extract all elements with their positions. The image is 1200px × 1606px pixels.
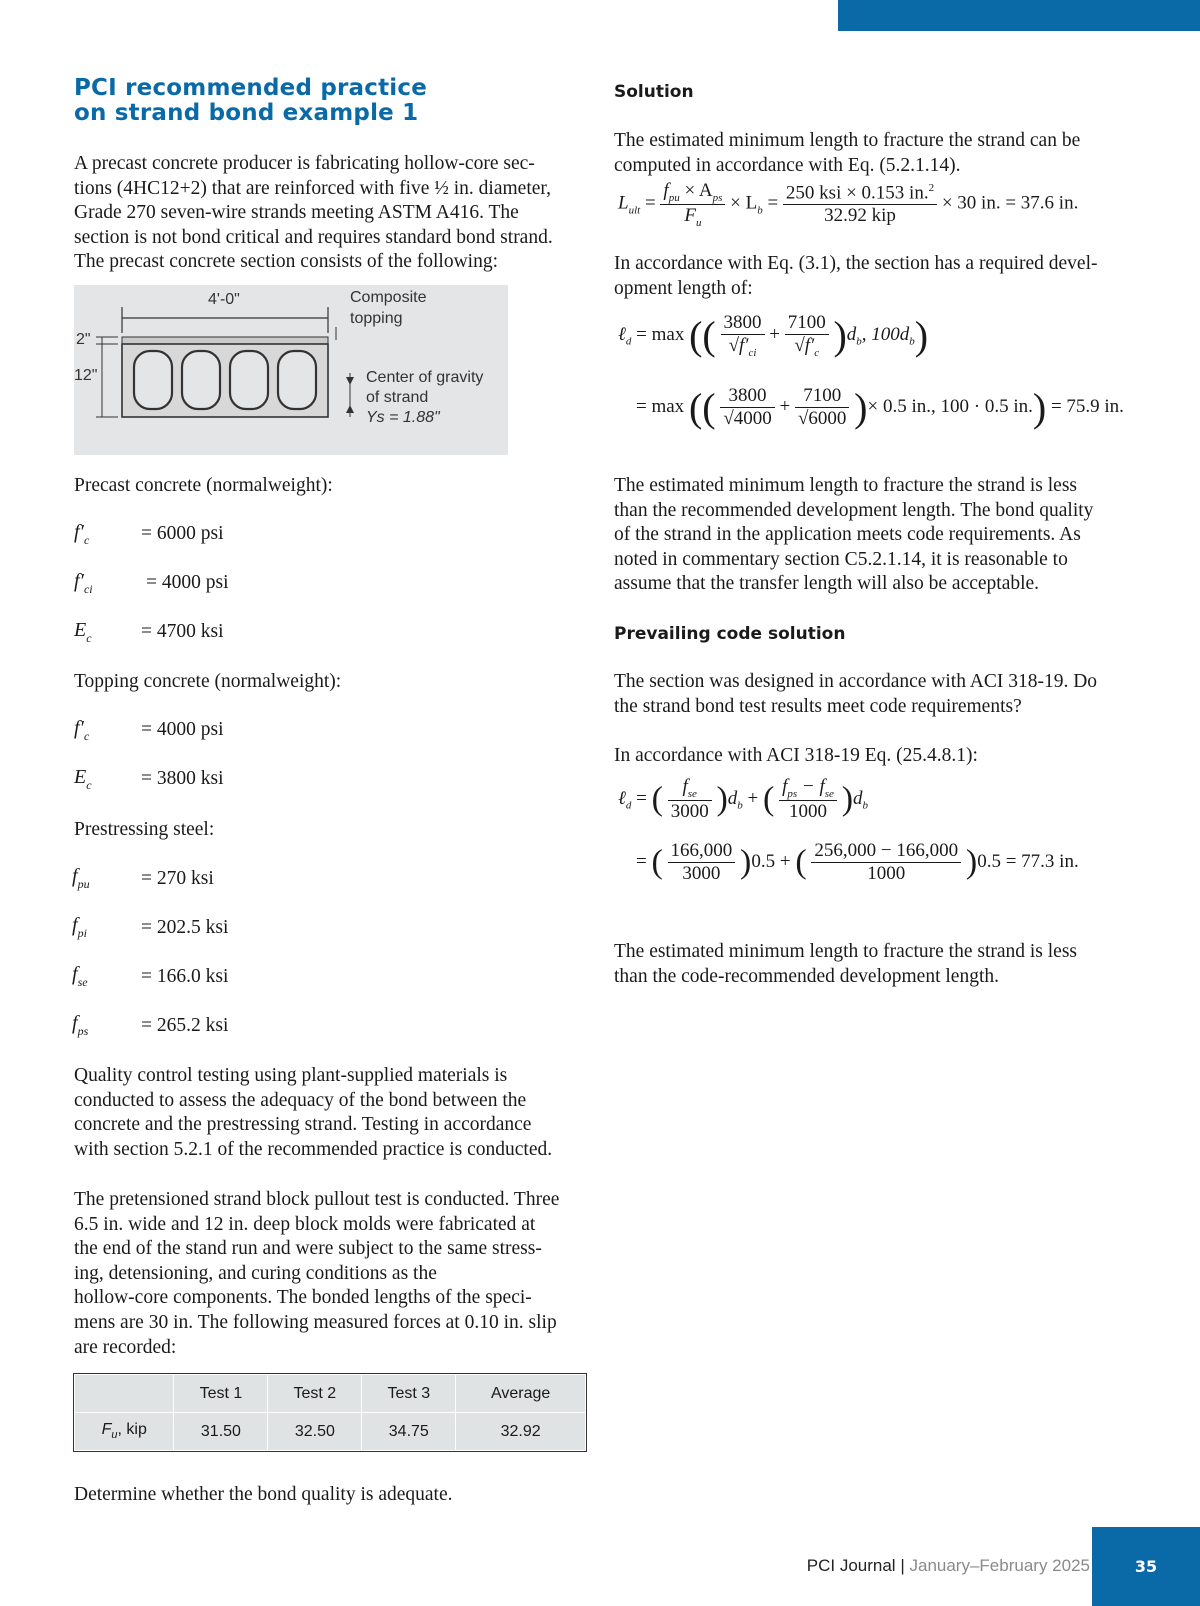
val-ec: = 4700 ksi bbox=[141, 621, 224, 642]
table-cell: 32.50 bbox=[268, 1413, 362, 1451]
intro-line: The precast concrete section consists of the following: bbox=[74, 251, 498, 273]
eq2-fraction-1: $\frac{3800}{√f'_{ci}}$ bbox=[721, 312, 765, 359]
topping-label: Composite bbox=[350, 289, 427, 306]
intro-paragraph bbox=[74, 152, 553, 275]
var-fps: $f_{ps}$ bbox=[72, 1012, 89, 1038]
eq3-fraction-2: $\frac{f_{ps} - f_{se}}{1000}$ bbox=[779, 776, 837, 823]
val-fci: = 4000 psi bbox=[146, 572, 229, 593]
hollow-core-section-figure bbox=[74, 285, 508, 455]
table-header-cell: Test 2 bbox=[268, 1375, 362, 1413]
width-dimension-label: 4'-0" bbox=[208, 291, 240, 308]
var-ec-topping: $E_c$ bbox=[74, 766, 92, 792]
page-number: 35 bbox=[1092, 1527, 1200, 1606]
page-footer bbox=[700, 1556, 1090, 1576]
val-fpi: = 202.5 ksi bbox=[141, 917, 229, 938]
cg-label: Center of gravity bbox=[366, 369, 484, 386]
intro-line: tions (4HC12+2) that are reinforced with five ½ in. diameter, bbox=[74, 177, 551, 199]
title-line-1: PCI recommended practice bbox=[74, 75, 427, 101]
eq3-fraction-1: $\frac{f_{se}}{3000}$ bbox=[668, 776, 712, 823]
eq2-fraction-4: $\frac{7100}{√6000}$ bbox=[795, 385, 849, 430]
topping-heading: Topping concrete (normalweight): bbox=[74, 671, 342, 692]
qc-paragraph: Quality control testing using plant-supplied materials is conducted to assess the adequacy of the bond between the concrete and the prestressing strand. Testing in accordance with section 5.2.1 of the recommended practice is conducted. bbox=[74, 1065, 553, 1160]
cg-label-2: of strand bbox=[366, 389, 429, 406]
determine-sentence: Determine whether the bond quality is adequate. bbox=[74, 1484, 453, 1505]
var-ec: $E_c$ bbox=[74, 619, 92, 645]
solution-heading: Solution bbox=[614, 82, 694, 102]
table-row bbox=[75, 1413, 586, 1451]
solution-paragraph-1: The estimated minimum length to fracture the strand can be computed in accordance with Eq. (5.2.1.14). bbox=[614, 130, 1081, 176]
intro-line: Grade 270 seven-wire strands meeting ASTM A416. The bbox=[74, 202, 519, 224]
footer-separator: | bbox=[900, 1556, 905, 1575]
equation-ld-max: ℓ$_d$ = max (( $\frac{3800}{√f'_{ci}}$ + $\frac{7100}{√f'_c}$ )$d_b$, $100d_b$) bbox=[618, 312, 929, 359]
issue-date: January–February 2025 bbox=[909, 1556, 1090, 1575]
equation-aci-numeric: = ( $\frac{166,000}{3000}$ )0.5 + ( $\frac{256,000 - 166,000}{1000}$ )0.5 = 77.3 in. bbox=[636, 840, 1079, 884]
dim-12in-label: 12" bbox=[74, 367, 98, 384]
val-fc: = 6000 psi bbox=[141, 523, 224, 544]
table-header-cell: Test 1 bbox=[174, 1375, 268, 1413]
eq3-fraction-4: $\frac{256,000 - 166,000}{1000}$ bbox=[811, 840, 961, 885]
equation-aci-ld: ℓ$_d$ = ( $\frac{f_{se}}{3000}$ )$d_b$ + ( $\frac{f_{ps} - f_{se}}{1000}$ )$d_b$ bbox=[618, 776, 869, 822]
table-header-cell bbox=[75, 1375, 174, 1413]
var-fpi: $f_{pi}$ bbox=[72, 914, 87, 940]
top-accent-bar bbox=[838, 0, 1200, 31]
val-fse: = 166.0 ksi bbox=[141, 966, 229, 987]
eq1-fraction-2: $\frac{250 ksi \times 0.153 in.^2}{\text{32.92 kip}}$ bbox=[783, 182, 937, 227]
pullout-results-table bbox=[74, 1374, 586, 1451]
intro-line: A precast concrete producer is fabricating hollow-core sec- bbox=[74, 153, 535, 174]
var-fci: $f'_{ci}$ bbox=[74, 570, 93, 596]
val-fc-topping: = 4000 psi bbox=[141, 719, 224, 740]
intro-line: section is not bond critical and requires standard bond strand. bbox=[74, 226, 553, 248]
topping-label-2: topping bbox=[350, 310, 403, 327]
table-header-cell: Average bbox=[456, 1375, 586, 1413]
solution-paragraph-2: In accordance with Eq. (3.1), the section has a required devel- opment length of: bbox=[614, 253, 1098, 299]
solution-paragraph-3: The estimated minimum length to fracture the strand is less than the recommended development length. The bond quality of the strand in the application meets code requirements. As noted in commentary section C5.2.1.14, it is reasonable to assume that the transfer length will also be acceptable. bbox=[614, 475, 1094, 595]
prevailing-code-heading: Prevailing code solution bbox=[614, 624, 846, 644]
eq3-fraction-3: $\frac{166,000}{3000}$ bbox=[668, 840, 736, 885]
var-fse: $f_{se}$ bbox=[72, 963, 88, 989]
prevailing-paragraph-3: The estimated minimum length to fracture the strand is less than the code-recommended development length. bbox=[614, 941, 1078, 987]
val-ec-topping: = 3800 ksi bbox=[141, 768, 224, 789]
table-row-label: $F_u$, kip bbox=[75, 1413, 174, 1451]
pullout-paragraph: The pretensioned strand block pullout test is conducted. Three 6.5 in. wide and 12 in. deep block molds were fabricated at the end of the stand run and were subject to the same stress- ing, detensioning, and curing conditions as the hollow-core components. The bonded lengths of the speci- mens are 30 in. The following measured forces at 0.10 in. slip are recorded: bbox=[74, 1189, 560, 1358]
ys-label: Ys = 1.88" bbox=[366, 409, 440, 426]
var-fc: $f'_c$ bbox=[74, 521, 90, 547]
eq1-fraction-1: $\frac{f_{pu} \times A_{ps}}{F_u}$ bbox=[660, 180, 725, 229]
equation-ld-numeric: = max (( $\frac{3800}{√4000}$ + $\frac{7100}{√6000}$ )× 0.5 in., 100 · 0.5 in.) = 75.9 in. bbox=[636, 385, 1124, 430]
var-fpu: $f_{pu}$ bbox=[72, 865, 90, 891]
table-cell: 31.50 bbox=[174, 1413, 268, 1451]
equation-lult: $L_{ult}$ = $\frac{f_{pu} \times A_{ps}}{F_u}$ × $L_b$ = $\frac{250 ksi \times 0.153 in.^2}{\text{32.92 kip}}$ × 30 in. = 37.6 in. bbox=[618, 180, 1079, 229]
table-cell: 32.92 bbox=[456, 1413, 586, 1451]
prevailing-paragraph-2: In accordance with ACI 318-19 Eq. (25.4.8.1): bbox=[614, 745, 978, 766]
page-title bbox=[74, 76, 427, 126]
journal-name: PCI Journal bbox=[806, 1556, 896, 1575]
eq2-fraction-2: $\frac{7100}{√f'_c}$ bbox=[785, 312, 829, 359]
var-fc-topping: $f'_c$ bbox=[74, 717, 90, 743]
val-fpu: = 270 ksi bbox=[141, 868, 214, 889]
table-header-row bbox=[75, 1375, 586, 1413]
eq2-fraction-3: $\frac{3800}{√4000}$ bbox=[720, 385, 774, 430]
table-cell: 34.75 bbox=[362, 1413, 456, 1451]
val-fps: = 265.2 ksi bbox=[141, 1015, 229, 1036]
title-line-2: on strand bond example 1 bbox=[74, 100, 419, 126]
dim-2in-label: 2" bbox=[76, 331, 91, 348]
prevailing-paragraph-1: The section was designed in accordance with ACI 318-19. Do the strand bond test results meet code requirements? bbox=[614, 671, 1098, 717]
precast-heading: Precast concrete (normalweight): bbox=[74, 475, 333, 496]
steel-heading: Prestressing steel: bbox=[74, 819, 215, 840]
table-header-cell: Test 3 bbox=[362, 1375, 456, 1413]
